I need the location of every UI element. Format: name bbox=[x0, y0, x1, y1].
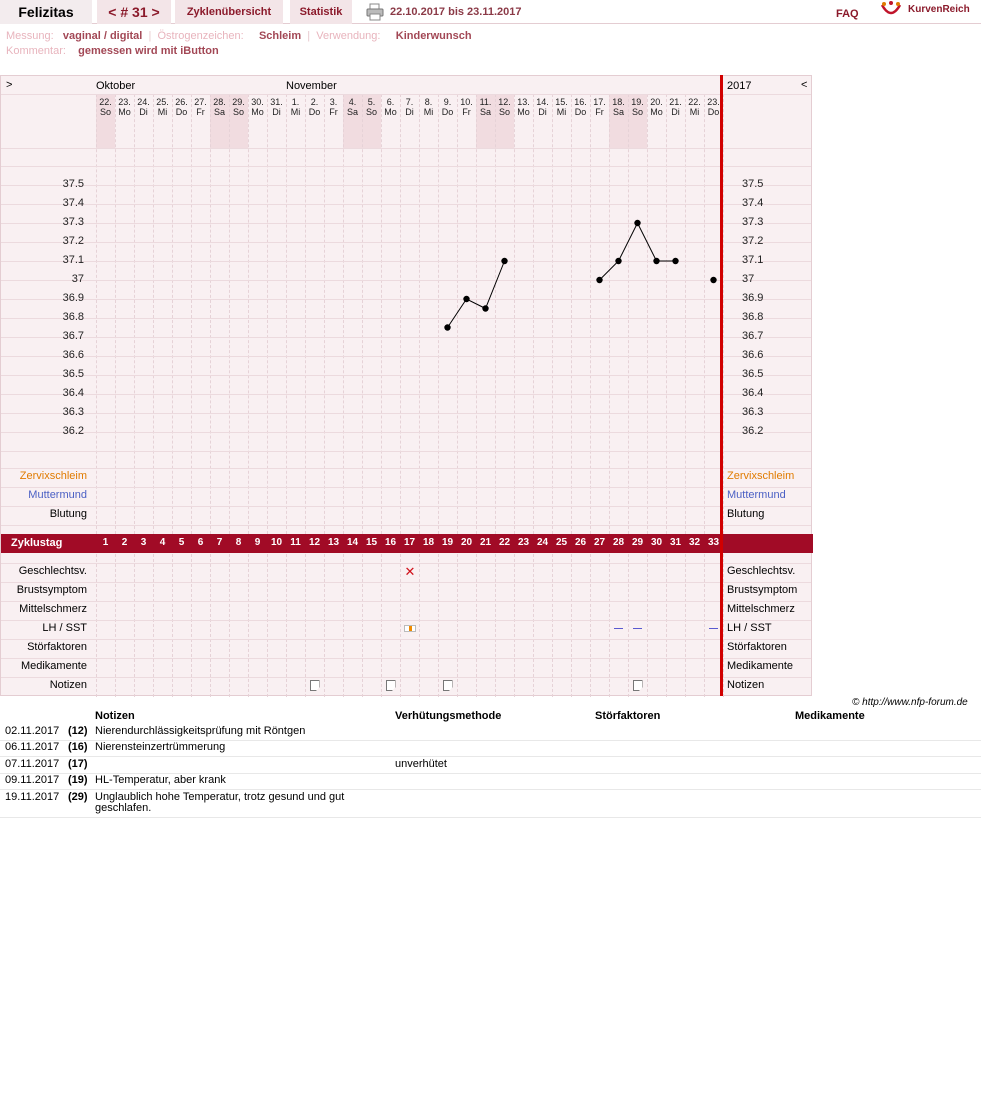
temperature-point[interactable] bbox=[501, 258, 507, 264]
temp-tick-left: 36.8 bbox=[62, 311, 84, 323]
temp-tick-right: 36.5 bbox=[742, 368, 764, 380]
date-weekday: Mi bbox=[423, 107, 434, 117]
date-day: 16. bbox=[574, 97, 587, 107]
cycle-day-number: 16 bbox=[384, 537, 397, 548]
date-day: 2. bbox=[310, 97, 319, 107]
cycle-day-number: 30 bbox=[650, 537, 663, 548]
date-weekday: Fr bbox=[329, 107, 338, 117]
row-label-right-blutung: Blutung bbox=[727, 508, 765, 520]
today-line bbox=[720, 75, 723, 696]
cycle-day-number: 8 bbox=[235, 537, 242, 548]
row-label-right-muttermund: Muttermund bbox=[727, 489, 786, 501]
date-weekday: Sa bbox=[479, 107, 491, 117]
nav-next-button[interactable]: < bbox=[801, 79, 808, 91]
temperature-line bbox=[600, 223, 676, 280]
cycle-day-number: 26 bbox=[574, 537, 587, 548]
date-day: 27. bbox=[194, 97, 207, 107]
date-day: 22. bbox=[99, 97, 112, 107]
zyklustag-bar bbox=[1, 534, 813, 553]
note-row bbox=[0, 757, 981, 774]
row-label-zervix: Zervixschleim bbox=[19, 470, 87, 482]
brand-name[interactable]: KurvenReich bbox=[908, 4, 970, 15]
kommentar-label: Kommentar: bbox=[6, 45, 66, 57]
date-weekday: Do bbox=[707, 107, 720, 117]
temp-tick-left: 37.1 bbox=[62, 254, 84, 266]
verwendung-value: Kinderwunsch bbox=[395, 30, 472, 42]
cycle-day-number: 19 bbox=[441, 537, 454, 548]
cycle-day-number: 12 bbox=[308, 537, 321, 548]
zyklustag-label: Zyklustag bbox=[11, 537, 63, 549]
row-label-right-lh: LH / SST bbox=[727, 622, 772, 634]
temp-tick-right: 37.3 bbox=[742, 216, 764, 228]
meta-line-1 bbox=[6, 30, 472, 42]
temp-tick-left: 36.7 bbox=[62, 330, 84, 342]
note-cycle-day: (29) bbox=[68, 791, 88, 803]
date-weekday: Do bbox=[308, 107, 321, 117]
meta-line-2 bbox=[6, 45, 219, 57]
temp-tick-left: 37.3 bbox=[62, 216, 84, 228]
date-weekday: Do bbox=[441, 107, 454, 117]
row-label-notizen: Notizen bbox=[49, 679, 87, 691]
row-label-medi: Medikamente bbox=[20, 660, 87, 672]
temp-tick-right: 37.4 bbox=[742, 197, 764, 209]
date-weekday: So bbox=[498, 107, 510, 117]
date-day: 31. bbox=[270, 97, 283, 107]
date-weekday: Fr bbox=[595, 107, 604, 117]
date-weekday: Mo bbox=[517, 107, 530, 117]
month-label-oktober: Oktober bbox=[96, 80, 136, 92]
notes-header-method: Verhütungsmethode bbox=[395, 710, 502, 722]
tab-statistics[interactable]: Statistik bbox=[290, 0, 352, 24]
note-text: HL-Temperatur, aber krank bbox=[95, 774, 226, 786]
tab-cycle-overview[interactable]: Zyklenübersicht bbox=[175, 0, 283, 24]
note-cycle-day: (17) bbox=[68, 758, 88, 770]
temperature-point[interactable] bbox=[444, 324, 450, 330]
date-day: 17. bbox=[593, 97, 606, 107]
note-date: 09.11.2017 bbox=[5, 774, 60, 786]
note-cycle-day: (12) bbox=[68, 725, 88, 737]
date-day: 28. bbox=[213, 97, 226, 107]
date-day: 9. bbox=[443, 97, 452, 107]
note-text: Unglaublich hohe Temperatur, trotz gesund und gut geschlafen. bbox=[95, 791, 345, 814]
row-label-right-brust: Brustsymptom bbox=[727, 584, 798, 596]
notes-header-medi: Medikamente bbox=[795, 710, 865, 722]
date-day: 12. bbox=[498, 97, 511, 107]
cycle-day-number: 2 bbox=[121, 537, 128, 548]
temp-tick-left: 37.2 bbox=[62, 235, 84, 247]
date-day: 25. bbox=[156, 97, 169, 107]
cycle-day-number: 15 bbox=[365, 537, 378, 548]
row-label-right-stoer: Störfaktoren bbox=[727, 641, 787, 653]
temp-tick-right: 36.3 bbox=[742, 406, 764, 418]
cycle-day-number: 1 bbox=[102, 537, 109, 548]
cycle-day-number: 17 bbox=[403, 537, 416, 548]
temp-tick-right: 36.7 bbox=[742, 330, 764, 342]
temp-tick-left: 36.9 bbox=[62, 292, 84, 304]
row-label-geschlechtsv: Geschlechtsv. bbox=[18, 565, 87, 577]
date-weekday: Di bbox=[272, 107, 281, 117]
temp-tick-left: 36.3 bbox=[62, 406, 84, 418]
note-date: 19.11.2017 bbox=[5, 791, 60, 803]
temp-tick-right: 37.2 bbox=[742, 235, 764, 247]
note-date: 07.11.2017 bbox=[5, 758, 60, 770]
row-label-lh: LH / SST bbox=[42, 622, 87, 634]
date-weekday: Mo bbox=[118, 107, 131, 117]
date-day: 29. bbox=[232, 97, 245, 107]
verwendung-label: Verwendung: bbox=[316, 30, 381, 42]
temp-tick-right: 36.4 bbox=[742, 387, 764, 399]
date-day: 26. bbox=[175, 97, 188, 107]
top-bar bbox=[0, 0, 981, 24]
lh-test-negative-icon[interactable] bbox=[614, 628, 623, 629]
temp-tick-left: 37.5 bbox=[62, 178, 84, 190]
lh-test-negative-icon[interactable] bbox=[633, 628, 642, 629]
date-weekday: Do bbox=[175, 107, 188, 117]
user-name: Felizitas bbox=[0, 0, 92, 24]
cycle-day-number: 23 bbox=[517, 537, 530, 548]
note-row bbox=[0, 724, 981, 741]
row-label-right-medi: Medikamente bbox=[727, 660, 794, 672]
temperature-plot bbox=[1, 76, 813, 697]
date-weekday: Mo bbox=[384, 107, 397, 117]
temp-tick-right: 36.6 bbox=[742, 349, 764, 361]
temperature-point[interactable] bbox=[615, 258, 621, 264]
date-day: 18. bbox=[612, 97, 625, 107]
temp-tick-right: 36.2 bbox=[742, 425, 764, 437]
note-row bbox=[0, 740, 981, 757]
date-weekday: Sa bbox=[213, 107, 225, 117]
temperature-line bbox=[448, 261, 505, 328]
row-label-right-zervix: Zervixschleim bbox=[727, 470, 795, 482]
date-day: 15. bbox=[555, 97, 568, 107]
date-weekday: So bbox=[365, 107, 377, 117]
lh-test-positive-icon[interactable] bbox=[404, 625, 416, 632]
date-weekday: So bbox=[232, 107, 244, 117]
faq-link[interactable]: FAQ bbox=[836, 8, 859, 20]
cycle-chart bbox=[0, 75, 812, 696]
cycle-day-number: 10 bbox=[270, 537, 283, 548]
cycle-day-number: 5 bbox=[178, 537, 185, 548]
note-text: Nierensteinzertrümmerung bbox=[95, 741, 226, 753]
temp-tick-right: 36.9 bbox=[742, 292, 764, 304]
notes-header-stoer: Störfaktoren bbox=[595, 710, 661, 722]
temp-tick-right: 37 bbox=[742, 273, 755, 285]
cycle-day-number: 27 bbox=[593, 537, 606, 548]
note-date: 06.11.2017 bbox=[5, 741, 60, 753]
temp-tick-right: 36.8 bbox=[742, 311, 764, 323]
date-weekday: Do bbox=[574, 107, 587, 117]
cycle-day-number: 31 bbox=[669, 537, 682, 548]
date-day: 30. bbox=[251, 97, 264, 107]
date-day: 21. bbox=[669, 97, 682, 107]
kurvenreich-logo-icon[interactable] bbox=[880, 1, 902, 22]
row-label-right-mittel: Mittelschmerz bbox=[727, 603, 795, 615]
date-day: 23. bbox=[118, 97, 131, 107]
row-label-right-geschlechtsv: Geschlechtsv. bbox=[727, 565, 796, 577]
separator: | bbox=[304, 30, 314, 42]
oestrogen-value: Schleim bbox=[258, 30, 302, 42]
cycle-day-number: 20 bbox=[460, 537, 473, 548]
notes-header-notizen: Notizen bbox=[95, 710, 135, 722]
intercourse-x-icon[interactable]: ✕ bbox=[404, 564, 416, 579]
date-weekday: Mi bbox=[157, 107, 168, 117]
temp-tick-right: 37.1 bbox=[742, 254, 764, 266]
note-row bbox=[0, 790, 981, 818]
cycle-day-number: 13 bbox=[327, 537, 340, 548]
temp-tick-left: 36.4 bbox=[62, 387, 84, 399]
temp-tick-left: 36.5 bbox=[62, 368, 84, 380]
lh-test-negative-icon[interactable] bbox=[709, 628, 718, 629]
print-icon[interactable] bbox=[366, 3, 384, 24]
date-weekday: Fr bbox=[196, 107, 205, 117]
temperature-point[interactable] bbox=[634, 220, 640, 226]
separator: | bbox=[145, 30, 155, 42]
date-day: 22. bbox=[688, 97, 701, 107]
row-label-mittel: Mittelschmerz bbox=[19, 603, 87, 615]
temp-tick-left: 36.6 bbox=[62, 349, 84, 361]
date-day: 8. bbox=[424, 97, 433, 107]
messung-label: Messung: bbox=[6, 30, 54, 42]
date-day: 4. bbox=[348, 97, 357, 107]
date-day: 19. bbox=[631, 97, 644, 107]
cycle-day-number: 9 bbox=[254, 537, 261, 548]
temperature-point[interactable] bbox=[710, 277, 716, 283]
date-weekday: Mo bbox=[650, 107, 663, 117]
date-day: 3. bbox=[329, 97, 338, 107]
temperature-point[interactable] bbox=[596, 277, 602, 283]
cycle-day-number: 18 bbox=[422, 537, 435, 548]
row-label-muttermund: Muttermund bbox=[28, 489, 87, 501]
date-day: 24. bbox=[137, 97, 150, 107]
date-day: 10. bbox=[460, 97, 473, 107]
date-weekday: Mi bbox=[290, 107, 301, 117]
credit: © http://www.nfp-forum.de bbox=[852, 697, 968, 708]
note-row bbox=[0, 773, 981, 790]
date-day: 7. bbox=[405, 97, 414, 107]
temp-tick-left: 37.4 bbox=[62, 197, 84, 209]
date-weekday: So bbox=[99, 107, 111, 117]
cycle-day-number: 25 bbox=[555, 537, 568, 548]
row-label-blutung: Blutung bbox=[49, 508, 87, 520]
cycle-day-number: 4 bbox=[159, 537, 166, 548]
date-day: 6. bbox=[386, 97, 395, 107]
cycle-day-number: 21 bbox=[479, 537, 492, 548]
temp-tick-right: 37.5 bbox=[742, 178, 764, 190]
date-day: 1. bbox=[291, 97, 300, 107]
row-label-stoer: Störfaktoren bbox=[27, 641, 87, 653]
cycle-day-number: 11 bbox=[290, 537, 301, 548]
temperature-point[interactable] bbox=[653, 258, 659, 264]
temperature-point[interactable] bbox=[482, 305, 488, 311]
note-cycle-day: (19) bbox=[68, 774, 88, 786]
oestrogen-label: Östrogenzeichen: bbox=[157, 30, 244, 42]
temp-tick-left: 36.2 bbox=[62, 425, 84, 437]
cycle-day-number: 3 bbox=[140, 537, 147, 548]
date-day: 14. bbox=[536, 97, 549, 107]
cycle-day-number: 14 bbox=[346, 537, 359, 548]
year-label: 2017 bbox=[727, 80, 752, 92]
date-weekday: Sa bbox=[612, 107, 624, 117]
note-text: Nierendurchlässigkeitsprüfung mit Röntgen bbox=[95, 725, 306, 737]
date-day: 13. bbox=[517, 97, 530, 107]
date-weekday: Sa bbox=[346, 107, 358, 117]
date-weekday: Fr bbox=[462, 107, 471, 117]
temperature-point[interactable] bbox=[463, 296, 469, 302]
period-range: 22.10.2017 bis 23.11.2017 bbox=[390, 6, 522, 18]
cycle-day-number: 24 bbox=[536, 537, 549, 548]
row-label-brust: Brustsymptom bbox=[16, 584, 87, 596]
note-method: unverhütet bbox=[395, 758, 447, 770]
date-day: 5. bbox=[367, 97, 376, 107]
note-cycle-day: (16) bbox=[68, 741, 88, 753]
month-label-november: November bbox=[286, 80, 337, 92]
cycle-day-number: 28 bbox=[612, 537, 625, 548]
messung-value: vaginal / digital bbox=[62, 30, 143, 42]
kommentar-value: gemessen wird mit iButton bbox=[78, 45, 219, 57]
cycle-day-number: 22 bbox=[498, 537, 511, 548]
row-label-right-notizen: Notizen bbox=[727, 679, 765, 691]
cycle-day-number: 29 bbox=[631, 537, 644, 548]
date-weekday: Di bbox=[139, 107, 148, 117]
temp-tick-left: 37 bbox=[71, 273, 84, 285]
note-date: 02.11.2017 bbox=[5, 725, 60, 737]
cycle-day-number: 6 bbox=[197, 537, 204, 548]
date-day: 23. bbox=[707, 97, 720, 107]
date-weekday: So bbox=[631, 107, 643, 117]
date-weekday: Di bbox=[405, 107, 414, 117]
date-day: 20. bbox=[650, 97, 663, 107]
date-weekday: Mo bbox=[251, 107, 264, 117]
date-weekday: Mi bbox=[689, 107, 700, 117]
cycle-day-number: 7 bbox=[216, 537, 223, 548]
date-day: 11. bbox=[479, 97, 492, 107]
cycle-nav-button[interactable]: < # 31 > bbox=[97, 0, 171, 24]
nav-prev-button[interactable]: > bbox=[6, 79, 13, 91]
cycle-day-number: 33 bbox=[707, 537, 720, 548]
date-weekday: Di bbox=[538, 107, 547, 117]
cycle-day-number: 32 bbox=[688, 537, 701, 548]
date-weekday: Di bbox=[671, 107, 680, 117]
temperature-point[interactable] bbox=[672, 258, 678, 264]
date-weekday: Mi bbox=[556, 107, 567, 117]
